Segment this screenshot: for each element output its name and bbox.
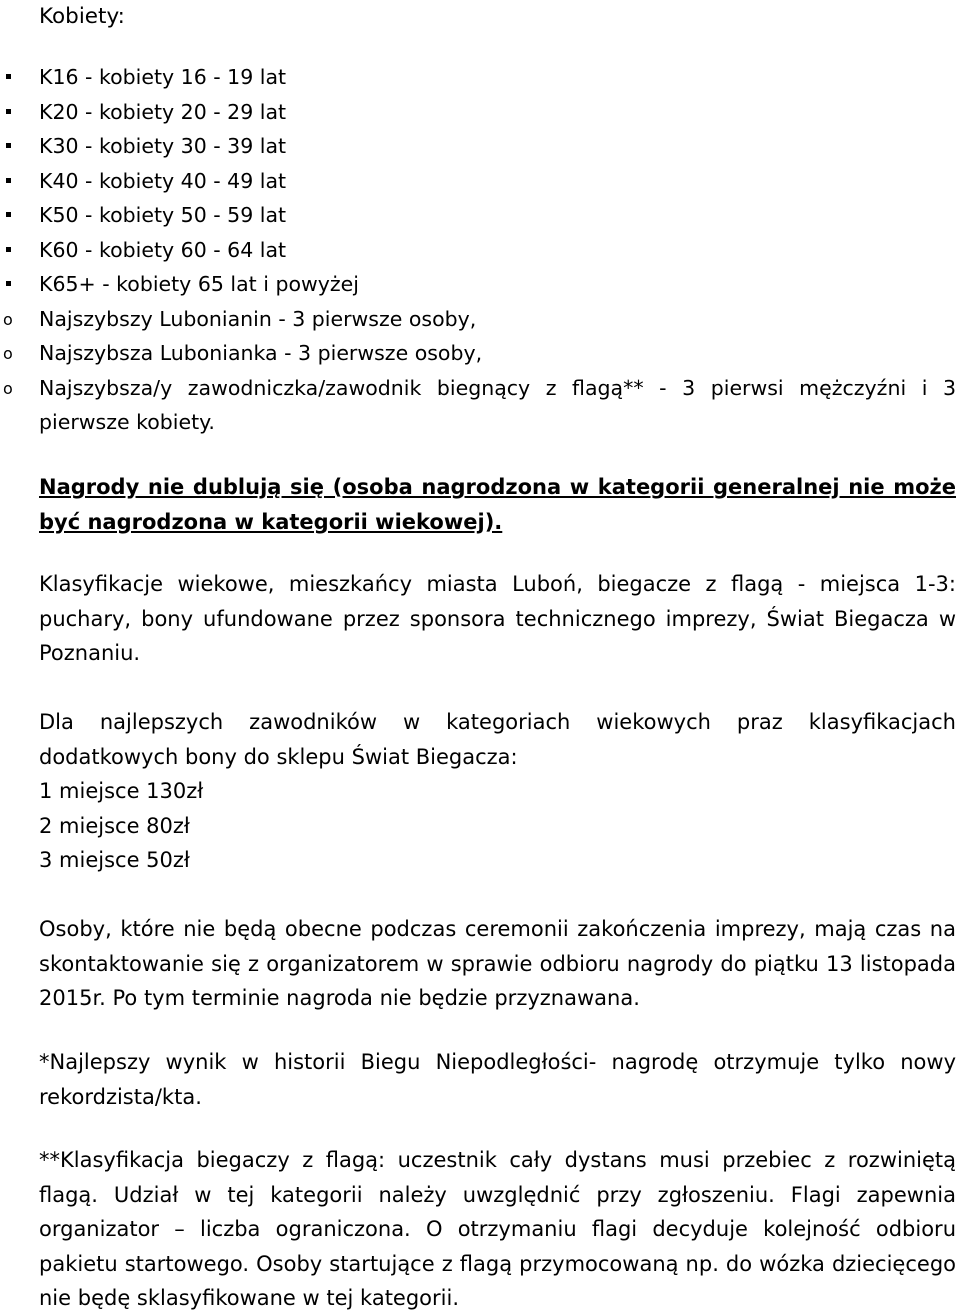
circle-bullet-icon: o: [3, 344, 13, 363]
list-item: [39, 198, 956, 233]
list-item: [39, 233, 956, 268]
list-item-text: K16 - kobiety 16 - 19 lat: [39, 65, 287, 89]
list-item-text: K60 - kobiety 60 - 64 lat: [39, 237, 287, 262]
list-item-text: K20 - kobiety 20 - 29 lat: [39, 99, 287, 124]
list-item-text: K65+ - kobiety 65 lat i powyżej: [39, 272, 359, 296]
vouchers-paragraph: [39, 705, 956, 878]
list-item-text: Najszybsza Lubonianka - 3 pierwsze osoby,: [39, 341, 483, 365]
absent-paragraph: Osoby, które nie będą obecne podczas ceremonii zakończenia imprezy, mają czas na skontaktowanie się z organizatorem w sprawie odbioru nagrody do piątku 13 listopada 2015r. Po tym terminie nagroda nie będzie przyznawana.: [39, 917, 956, 1010]
list-item: [39, 60, 956, 95]
list-item-text: K50 - kobiety 50 - 59 lat: [39, 203, 287, 227]
square-bullet-icon: [6, 247, 11, 252]
list-item-text: Najszybszy Lubonianin - 3 pierwsze osoby,: [39, 306, 477, 331]
list-item-text: K40 - kobiety 40 - 49 lat: [39, 168, 287, 193]
voucher-place-3: 3 miejsce 50zł: [39, 848, 190, 872]
list-item: [39, 95, 956, 130]
circle-bullet-icon: o: [3, 378, 13, 398]
square-bullet-icon: [6, 74, 11, 79]
list-item: [3, 336, 956, 371]
vouchers-intro: Dla najlepszych zawodników w kategoriach wiekowych praz klasyfikacjach dodatkowych bony do sklepu Świat Biegacza:: [39, 710, 956, 769]
circle-bullet-icon: o: [3, 309, 13, 329]
record-paragraph: *Najlepszy wynik w historii Biegu Niepodległości- nagrodę otrzymuje tylko nowy rekordzista/kta.: [39, 1050, 956, 1109]
square-bullet-icon: [6, 212, 11, 217]
list-item: [3, 371, 956, 440]
classifications-paragraph: Klasyfikacje wiekowe, mieszkańcy miasta Luboń, biegacze z flagą - miejsca 1-3: puchary, bony ufundowane przez sponsora technicznego imprezy, Świat Biegacza w Poznaniu.: [39, 572, 956, 665]
list-item: [39, 267, 956, 302]
square-bullet-icon: [6, 178, 11, 183]
square-bullet-icon: [6, 281, 11, 286]
list-item-text: Najszybsza/y zawodniczka/zawodnik biegnący z flagą** - 3 pierwsi mężczyźni i 3 pierwsze kobiety.: [39, 375, 956, 434]
flag-classification-paragraph: **Klasyfikacja biegaczy z flagą: uczestnik cały dystans musi przebiec z rozwiniętą flagą. Udział w tej kategorii należy uwzględnić przy zgłoszeniu. Flagi zapewnia organizator – liczba ograniczona. O otrzymaniu flagi decyduje kolejność odbioru pakietu startowego. Osoby startujące z flagą przymocowaną np. do wózka dziecięcego nie będę sklasyfikowane w tej kategorii.: [39, 1148, 956, 1310]
square-bullet-icon: [6, 143, 11, 148]
voucher-place-1: 1 miejsce 130zł: [39, 779, 204, 803]
section-heading: Kobiety:: [39, 4, 125, 29]
list-item: [3, 302, 956, 337]
voucher-place-2: 2 miejsce 80zł: [39, 813, 190, 838]
square-bullet-icon: [6, 109, 11, 114]
category-list: [3, 60, 956, 440]
list-item: [39, 164, 956, 199]
list-item: [39, 129, 956, 164]
list-item-text: K30 - kobiety 30 - 39 lat: [39, 134, 287, 158]
prize-notice: Nagrody nie dublują się (osoba nagrodzona w kategorii generalnej nie może być nagrodzona w kategorii wiekowej).: [39, 475, 956, 534]
